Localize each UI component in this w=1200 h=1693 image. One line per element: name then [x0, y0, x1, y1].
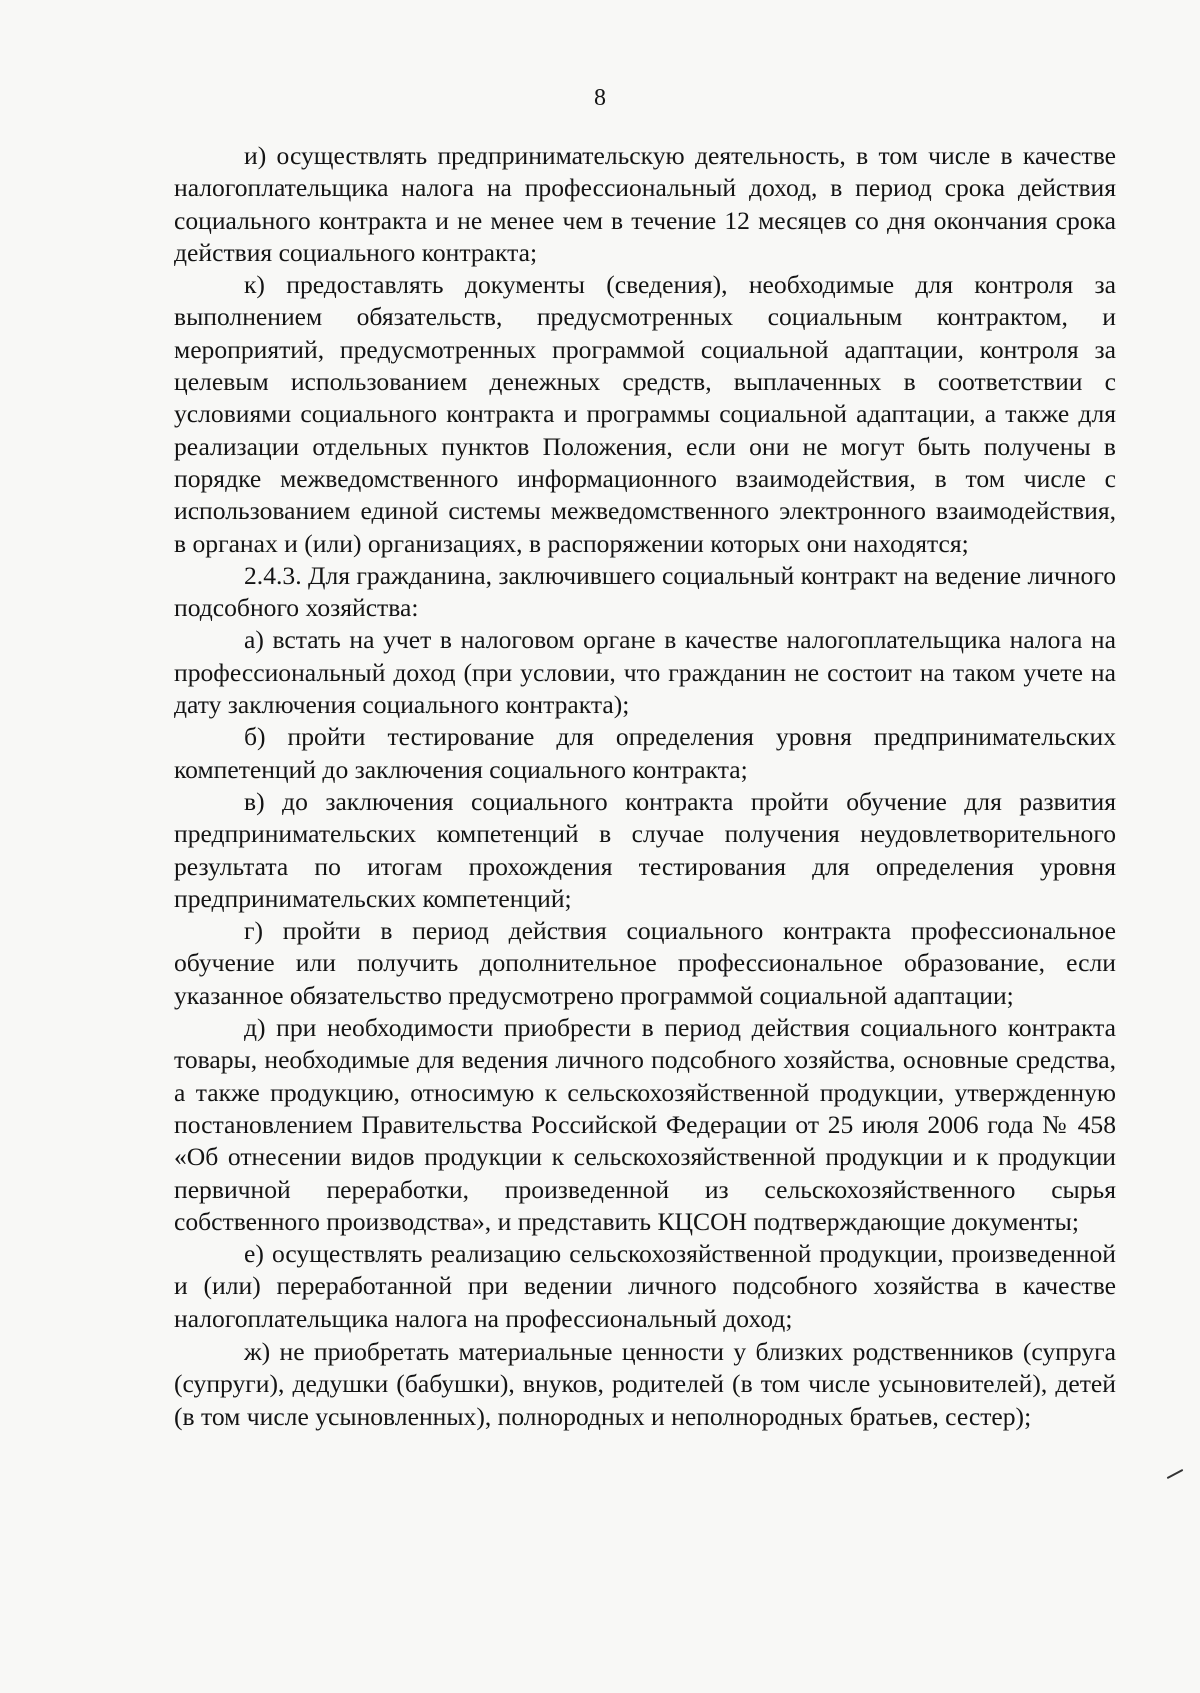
paragraph-v: в) до заключения социального контракта пройти обучение для развития предпринимательских компетенций в случае получения неудовлетворительного результата по итогам прохождения тестирования для определения уровня предпринимательских компетенций; [174, 786, 1116, 913]
document-body [174, 140, 1116, 1433]
section-2-4-3: 2.4.3. Для гражданина, заключившего социальный контракт на ведение личного подсобного хозяйства: [174, 560, 1116, 623]
paragraph-i: и) осуществлять предпринимательскую деятельность, в том числе в качестве налогоплательщика налога на профессиональный доход, в период срока действия социального контракта и не менее чем в течение 12 месяцев со дня окончания срока действия социального контракта; [174, 141, 1116, 267]
paragraph-b: б) пройти тестирование для определения уровня предпринимательских компетенций до заключения социального контракта; [174, 722, 1116, 784]
scan-mark [1167, 1469, 1184, 1479]
page-number: 8 [594, 85, 606, 111]
paragraph-d: д) при необходимости приобрести в период действия социального контракта товары, необходимые для ведения личного подсобного хозяйства, основные средства, а также продукцию, относимую к сельскохозяйственной продукции, утвержденную постановлением Правительства Российской Федерации от 25 июля 2006 года № 458 «Об отнесении видов продукции к сельскохозяйственной продукции и к продукции первичной переработки, произведенной из сельскохозяйственного сырья собственного производства», и представить КЦСОН подтверждающие документы; [174, 1013, 1116, 1236]
paragraph-g: г) пройти в период действия социального контракта профессиональное обучение или получить дополнительное профессиональное образование, если указанное обязательство предусмотрено программой социальной адаптации; [174, 916, 1116, 1010]
paragraph-a: а) встать на учет в налоговом органе в качестве налогоплательщика налога на профессиональный доход (при условии, что гражданин не состоит на таком учете на дату заключения социального контракта); [174, 625, 1116, 720]
paragraph-zh: ж) не приобретать материальные ценности у близких родственников (супруга (супруги), дедушки (бабушки), внуков, родителей (в том числе усыновителей), детей (в том числе усыновленных), полнородных и неполнородных братьев, сестер); [174, 1336, 1116, 1431]
paragraph-e: е) осуществлять реализацию сельскохозяйственной продукции, произведенной и (или) переработанной при ведении личного подсобного хозяйства в качестве налогоплательщика налога на профессиональный доход; [174, 1239, 1116, 1333]
paragraph-k: к) предоставлять документы (сведения), необходимые для контроля за выполнением обязательств, предусмотренных социальным контрактом, и мероприятий, предусмотренных программой социальной адаптации, контроля за целевым использованием денежных средств, выплаченных в соответствии с условиями социального контракта и программы социальной адаптации, а также для реализации отдельных пунктов Положения, если они не могут быть получены в порядке межведомственного информационного взаимодействия, в том числе с использованием единой системы межведомственного электронного взаимодействия, в органах и (или) организациях, в распоряжении которых они находятся; [174, 270, 1116, 558]
